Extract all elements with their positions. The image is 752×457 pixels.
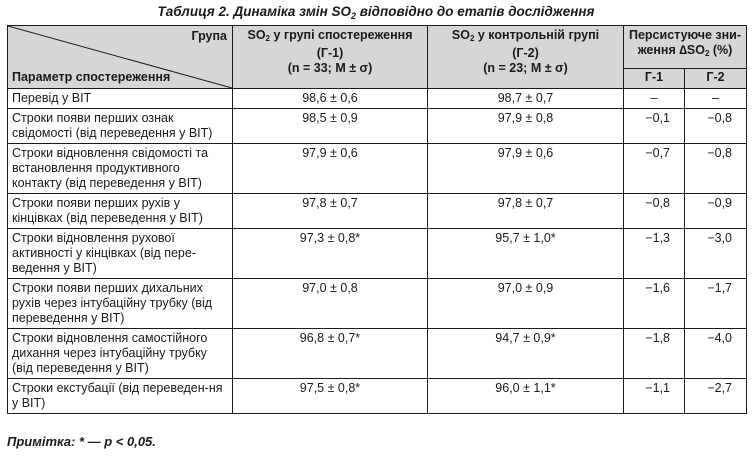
g2-decrease-cell: −1,7 (685, 279, 747, 329)
param-cell: Строки відновлення свідомості та встановлення продуктивного контакту (від переведення у ВІТ) (8, 144, 233, 194)
param-cell: Строки відновлення рухової активності у кінцівках (від пере-ведення у ВІТ) (8, 229, 233, 279)
param-cell: Строки екстубації (від переведен-ня у ВІТ) (8, 379, 233, 414)
header-g2: $SO_2$ у контрольній групі (Г-2) (n = 23; M ± σ) (428, 26, 624, 89)
table-row (8, 279, 747, 329)
g2-value-cell: 97,9 ± 0,6 (428, 144, 624, 194)
header-sub-g1: Г-1 (624, 69, 685, 89)
g2-value-cell: 94,7 ± 0,9* (428, 329, 624, 379)
g1-decrease-cell: – (624, 89, 685, 109)
g1-decrease-cell: −1,8 (624, 329, 685, 379)
param-label: Параметр спостереження (12, 70, 171, 84)
g1-value-cell: 97,0 ± 0,8 (233, 279, 428, 329)
g1-value-cell: 97,3 ± 0,8* (233, 229, 428, 279)
g2-decrease-cell: – (685, 89, 747, 109)
g2-decrease-cell: −0,9 (685, 194, 747, 229)
g2-decrease-cell: −2,7 (685, 379, 747, 414)
g2-value-cell: 97,8 ± 0,7 (428, 194, 624, 229)
g1-value-cell: 97,9 ± 0,6 (233, 144, 428, 194)
g1-decrease-cell: −1,6 (624, 279, 685, 329)
table-row (8, 194, 747, 229)
table-row (8, 109, 747, 144)
g1-decrease-cell: −0,8 (624, 194, 685, 229)
g1-value-cell: 97,8 ± 0,7 (233, 194, 428, 229)
g2-decrease-cell: −0,8 (685, 109, 747, 144)
header-persistent-decrease: Персистуюче зни- ження $\Delta SO_2$ (%) (624, 26, 747, 69)
table-row (8, 229, 747, 279)
g1-value-cell: 98,5 ± 0,9 (233, 109, 428, 144)
group-label: Група (191, 29, 227, 43)
g1-value-cell: 96,8 ± 0,7* (233, 329, 428, 379)
header-g1: $SO_2$ у групі спостереження (Г-1) (n = 33; M ± σ) (233, 26, 428, 89)
g1-value-cell: 97,5 ± 0,8* (233, 379, 428, 414)
table-row (8, 379, 747, 414)
table-note: Примітка: * — p < 0,05. (7, 434, 156, 449)
header-sub-g2: Г-2 (685, 69, 747, 89)
g2-value-cell: 95,7 ± 1,0* (428, 229, 624, 279)
g1-decrease-cell: −1,1 (624, 379, 685, 414)
g2-value-cell: 98,7 ± 0,7 (428, 89, 624, 109)
param-cell: Строки появи перших ознак свідомості (від переведення у ВІТ) (8, 109, 233, 144)
table-header (8, 26, 747, 89)
g1-value-cell: 98,6 ± 0,6 (233, 89, 428, 109)
param-cell: Строки появи перших дихальних рухів через інтубаційну трубку (від переведення у ВІТ) (8, 279, 233, 329)
header-corner-cell (8, 26, 233, 89)
table-row (8, 89, 747, 109)
table-row (8, 144, 747, 194)
g1-decrease-cell: −0,7 (624, 144, 685, 194)
param-cell: Строки відновлення самостійного дихання через інтубаційну трубку (від переведення у ВІТ) (8, 329, 233, 379)
table-caption: Таблиця 2. Динаміка змін $SO_2$ відповідно до етапів дослідження (157, 4, 595, 21)
table-body (8, 89, 747, 414)
g1-decrease-cell: −0,1 (624, 109, 685, 144)
param-cell: Перевід у ВІТ (8, 89, 233, 109)
g2-decrease-cell: −4,0 (685, 329, 747, 379)
table-row (8, 329, 747, 379)
data-table (7, 25, 747, 414)
g2-decrease-cell: −3,0 (685, 229, 747, 279)
g1-decrease-cell: −1,3 (624, 229, 685, 279)
param-cell: Строки появи перших рухів у кінцівках (від переведення у ВІТ) (8, 194, 233, 229)
g2-value-cell: 96,0 ± 1,1* (428, 379, 624, 414)
g2-decrease-cell: −0,8 (685, 144, 747, 194)
g2-value-cell: 97,0 ± 0,9 (428, 279, 624, 329)
g2-value-cell: 97,9 ± 0,8 (428, 109, 624, 144)
